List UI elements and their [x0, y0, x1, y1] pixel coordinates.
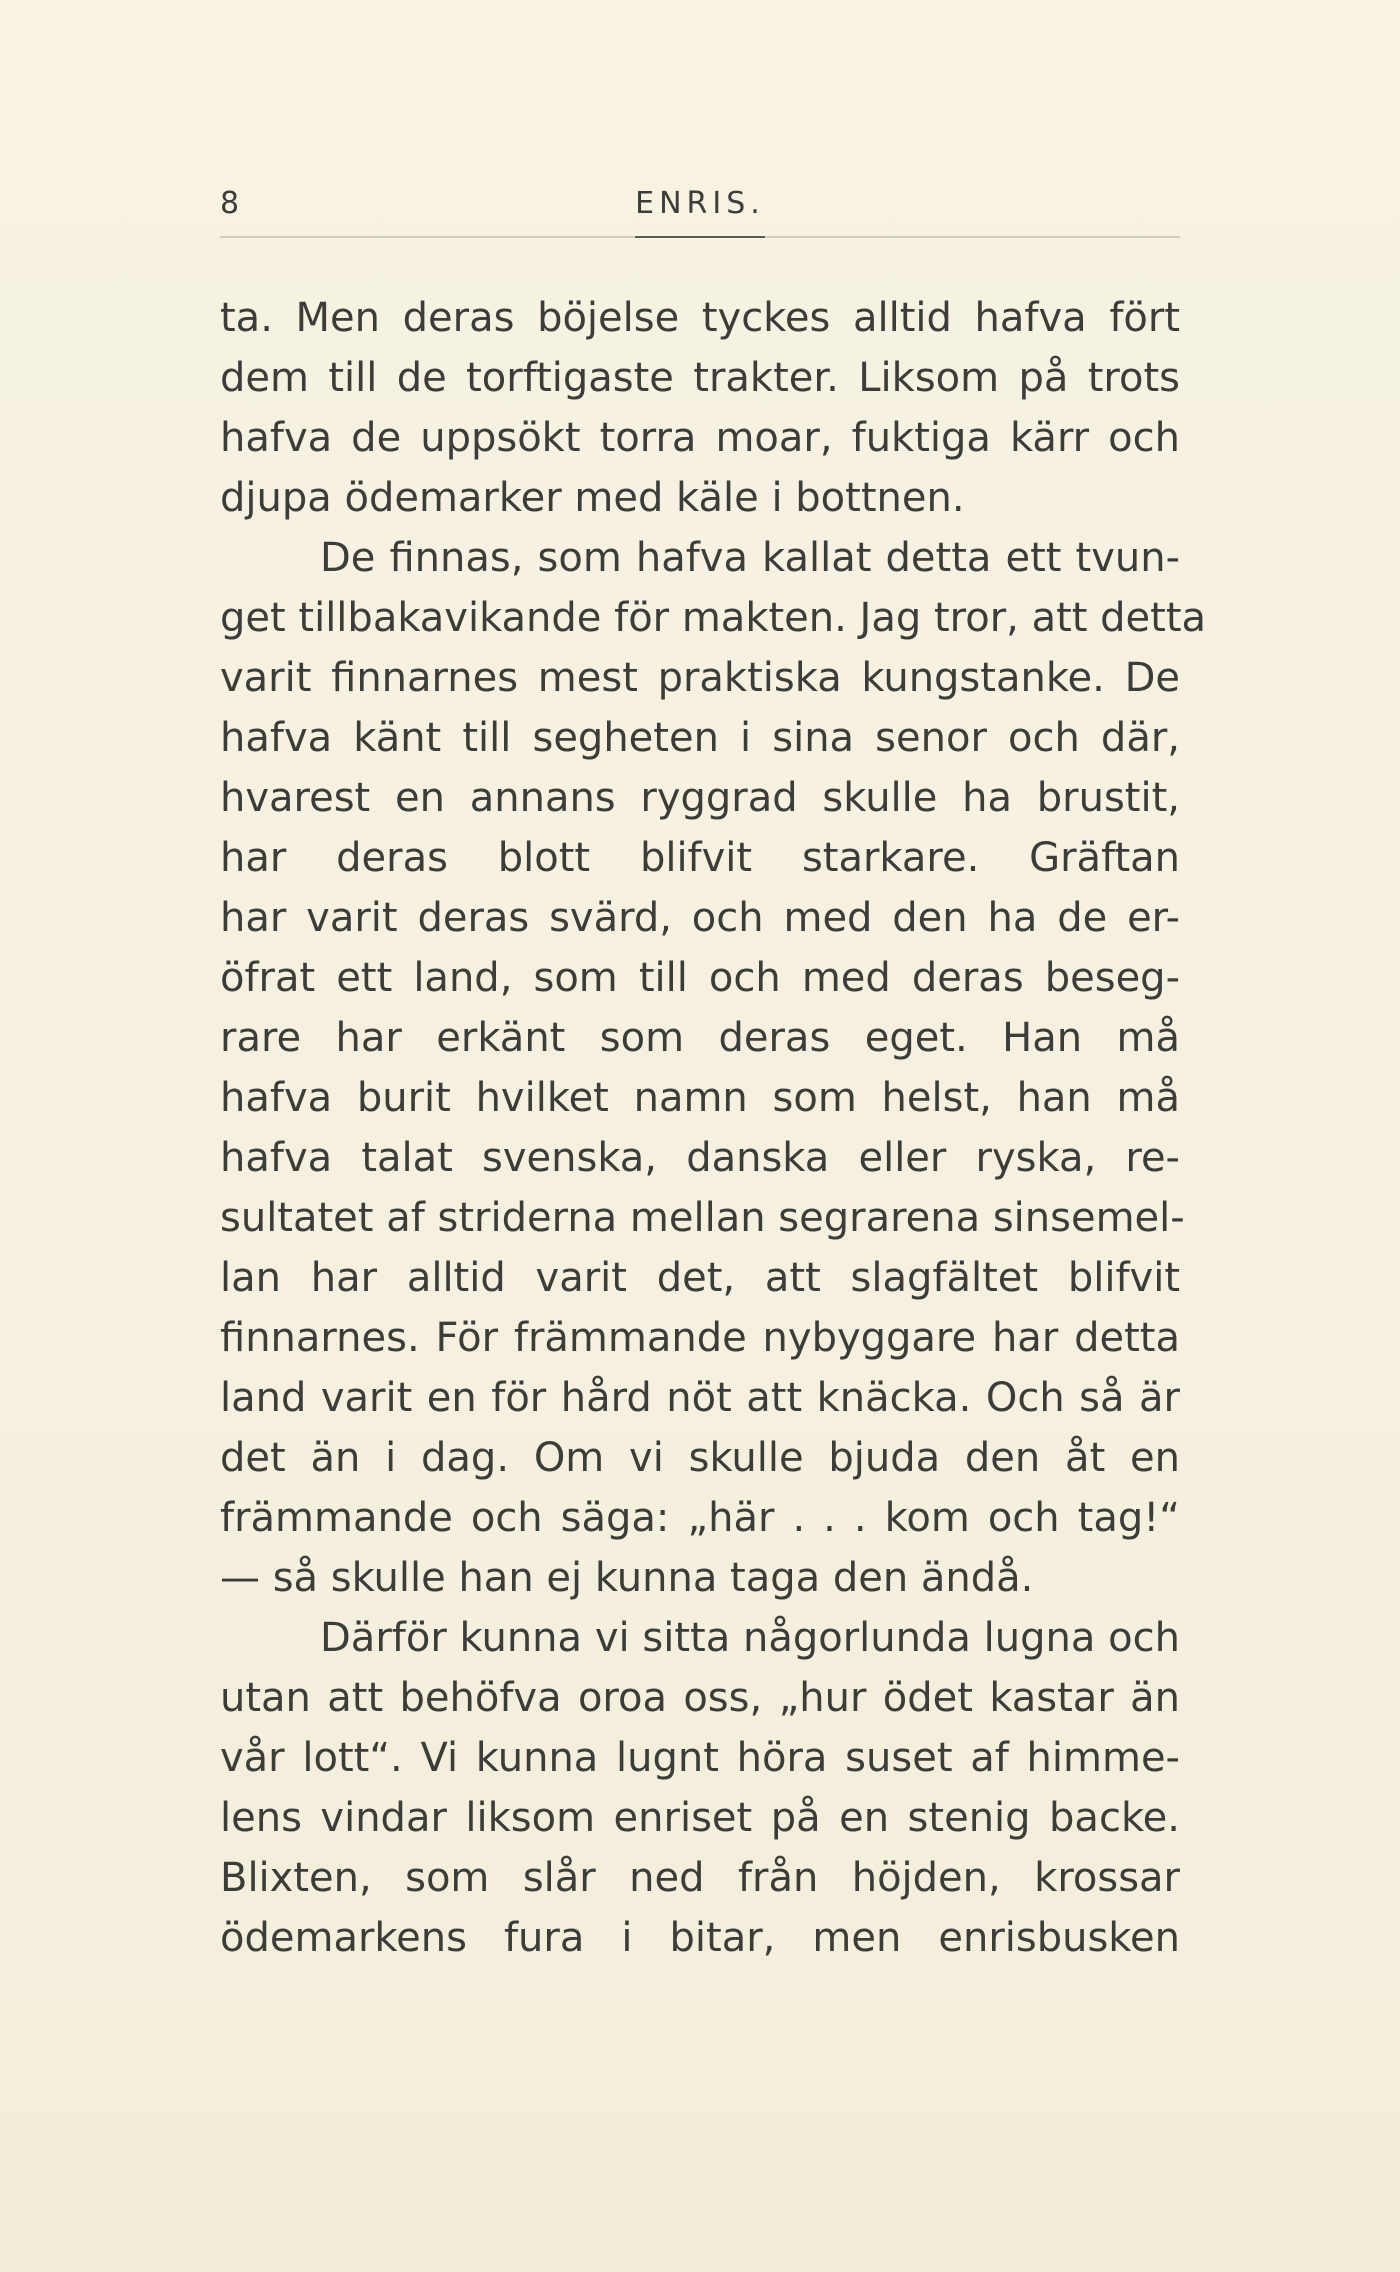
text-line: ta. Men deras böjelse tyckes alltid hafva fört [220, 295, 1180, 341]
text-line: varit finnarnes mest praktiska kungstanke. De [220, 655, 1180, 701]
page-header [220, 186, 1180, 236]
text-line: djupa ödemarker med käle i bottnen. [220, 475, 965, 521]
text-line: utan att behöfva oroa oss, „hur ödet kastar än [220, 1675, 1180, 1721]
text-line: hafva de uppsökt torra moar, fuktiga kärr och [220, 415, 1180, 461]
text-line: dem till de torftigaste trakter. Liksom på trots [220, 355, 1180, 401]
text-line: har varit deras svärd, och med den ha de er- [220, 895, 1180, 941]
text-line: öfrat ett land, som till och med deras beseg- [220, 955, 1180, 1001]
body-text [220, 288, 1207, 1968]
text-line: finnarnes. För främmande nybyggare har detta [220, 1315, 1180, 1361]
text-line: hafva talat svenska, danska eller ryska, re- [220, 1135, 1180, 1181]
text-line: land varit en för hård nöt att knäcka. Och så är [220, 1375, 1180, 1421]
running-title: ENRIS. [635, 186, 765, 221]
text-line: rare har erkänt som deras eget. Han må [220, 1015, 1180, 1061]
text-line: lens vindar liksom enriset på en stenig backe. [220, 1795, 1180, 1841]
page-number: 8 [220, 186, 241, 221]
text-line: hafva känt till segheten i sina senor och där, [220, 715, 1180, 761]
text-line: De finnas, som hafva kallat detta ett tvun- [320, 535, 1180, 581]
text-line: — så skulle han ej kunna taga den ändå. [220, 1555, 1034, 1601]
text-line: Därför kunna vi sitta någorlunda lugna och [320, 1615, 1180, 1661]
text-line: hvarest en annans ryggrad skulle ha brustit, [220, 775, 1180, 821]
text-line: lan har alltid varit det, att slagfältet blifvit [220, 1255, 1180, 1301]
text-line: vår lott“. Vi kunna lugnt höra suset af himme- [220, 1735, 1180, 1781]
text-line: sultatet af striderna mellan segrarena sinsemel- [220, 1195, 1185, 1241]
text-line: get tillbakavikande för makten. Jag tror, att detta [220, 595, 1207, 641]
text-line: Blixten, som slår ned från höjden, krossar [220, 1855, 1180, 1901]
text-line: ödemarkens fura i bitar, men enrisbusken [220, 1915, 1180, 1961]
text-line: främmande och säga: „här . . . kom och tag!“ [220, 1495, 1180, 1541]
text-line: det än i dag. Om vi skulle bjuda den åt en [220, 1435, 1180, 1481]
text-line: har deras blott blifvit starkare. Gräftan [220, 835, 1180, 881]
title-underline [635, 236, 765, 238]
text-line: hafva burit hvilket namn som helst, han må [220, 1075, 1180, 1121]
